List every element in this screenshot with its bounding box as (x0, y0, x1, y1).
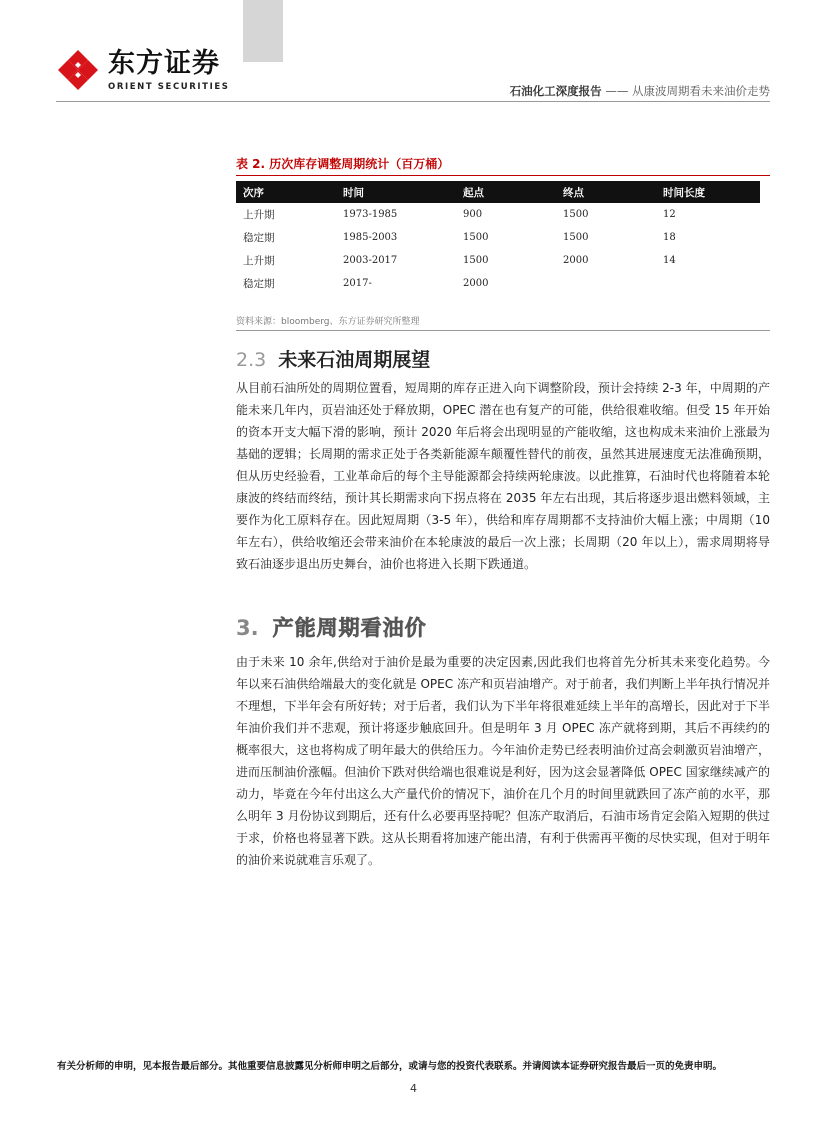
table-cell (556, 272, 656, 295)
table-cell: 2000 (563, 255, 589, 266)
table-row (236, 226, 760, 249)
table-cell: 上升期 (243, 209, 275, 221)
column-header: 时间长度 (656, 181, 760, 203)
table-cell: 稳定期 (243, 232, 275, 244)
table-row (236, 203, 760, 226)
column-header: 起点 (456, 181, 556, 203)
section-number: 2.3 (236, 349, 267, 371)
header-divider (56, 101, 770, 102)
table-cell: 2017- (343, 278, 372, 289)
section-title: 未来石油周期展望 (278, 349, 431, 371)
section-number: 3. (236, 616, 259, 640)
inventory-cycle-table (236, 181, 760, 295)
column-header: 时间 (336, 181, 456, 203)
brand-name-cn: 东方证券 (108, 48, 220, 79)
section-3-body: 由于未来 10 余年,供给对于油价是最为重要的决定因素,因此我们也将首先分析其未来变化趋势。今年以来石油供给端最大的变化就是 OPEC 冻产和页岩油增产。对于前者，我们判断上半年执行情况并不理想，下半年会有所好转；对于后者，我们认为下半年将很难延续上半年的高增长，因此对于下半年油价我们并不悲观，预计将逐步触底回升。但是明年 3 月 OPEC 冻产就将到期，其后不再续约的概率很大，这也将构成了明年最大的供给压力。今年油价走势已经表明油价过高会刺激页岩油增产，进而压制油价涨幅。但油价下跌对供给端也很难说是利好，因为这会显著降低 OPEC 国家继续减产的动力，毕竟在今年付出这么大产量代价的情况下，油价在几个月的时间里就跌回了冻产前的水平，那么明年 3 月份协议到期后，还有什么必要再坚持呢？但冻产取消后，石油市场肯定会陷入短期的供过于求，价格也将显著下跌。这从长期看将加速产能出清，有利于供需再平衡的尽快实现，但对于明年的油价来说就难言乐观了。 (236, 655, 770, 867)
table-cell (656, 272, 760, 295)
table-cell: 2000 (463, 278, 489, 289)
section-title: 产能周期看油价 (272, 616, 427, 640)
table-cell: 上升期 (243, 255, 275, 267)
table-row (236, 249, 760, 272)
table-row (236, 272, 760, 295)
table-cell: 1500 (563, 209, 589, 220)
table-cell: 900 (463, 209, 483, 220)
table-cell: 18 (663, 232, 676, 243)
section-2-3-body: 从目前石油所处的周期位置看，短周期的库存正进入向下调整阶段，预计会持续 2-3 年，中周期的产能未来几年内，页岩油还处于释放期，OPEC 潜在也有复产的可能，供给很难收缩。但受 15 年开始的资本开支大幅下滑的影响，预计 2020 年后将会出现明显的产能收缩，这也构成未来油价上涨最为基础的逻辑；长周期的需求正处于各类新能源车颠覆性替代的前夜，虽然其进展速度无法准确预期，但从历史经验看，工业革命后的每个主导能源都会持续两轮康波。以此推算，石油时代也将随着本轮康波的终结而终结，预计其长期需求向下拐点将在 2035 年左右出现，其后将逐步退出燃料领域，主要作为化工原料存在。因此短周期（3-5 年），供给和库存周期都不支持油价大幅上涨；中周期（10 年左右），供给收缩还会带来油价在本轮康波的最后一次上涨；长周期（20 年以上），需求周期将导致石油逐步退出历史舞台，油价也将进入长期下跌通道。 (236, 381, 770, 571)
column-header: 终点 (556, 181, 656, 203)
table-cell: 1500 (463, 255, 489, 266)
header-grey-tab (243, 0, 283, 62)
table-cell: 1985-2003 (343, 232, 398, 243)
table-cell: 1973-1985 (343, 209, 398, 220)
section-3-heading (236, 612, 427, 642)
table-cell: 12 (663, 209, 676, 220)
header-separator: —— (601, 84, 632, 98)
disclaimer-note: 有关分析师的申明，见本报告最后部分。其他重要信息披露见分析师申明之后部分，或请与您的投资代表联系。并请阅读本证券研究报告最后一页的免责申明。 (57, 1061, 723, 1072)
orient-securities-logo-icon (57, 49, 99, 91)
table-source-note: 资料来源：bloomberg、东方证券研究所整理 (236, 317, 420, 327)
page-number: 4 (410, 1082, 417, 1095)
table-cell: 1500 (463, 232, 489, 243)
table-cell: 14 (663, 255, 676, 266)
report-subtitle: 从康波周期看未来油价走势 (632, 84, 770, 98)
section-2-3-heading (236, 345, 430, 372)
table-cell: 2003-2017 (343, 255, 398, 266)
report-type: 石油化工深度报告 (509, 84, 602, 98)
table-title-divider (236, 175, 770, 176)
column-header: 次序 (236, 181, 336, 203)
brand-name-en: ORIENT SECURITIES (108, 82, 230, 92)
table-cell: 稳定期 (243, 278, 275, 290)
table-cell: 1500 (563, 232, 589, 243)
table-title: 表 2. 历次库存调整周期统计（百万桶） (236, 157, 450, 171)
table-header-row (236, 181, 760, 203)
report-header (510, 83, 770, 99)
source-divider (236, 330, 770, 331)
